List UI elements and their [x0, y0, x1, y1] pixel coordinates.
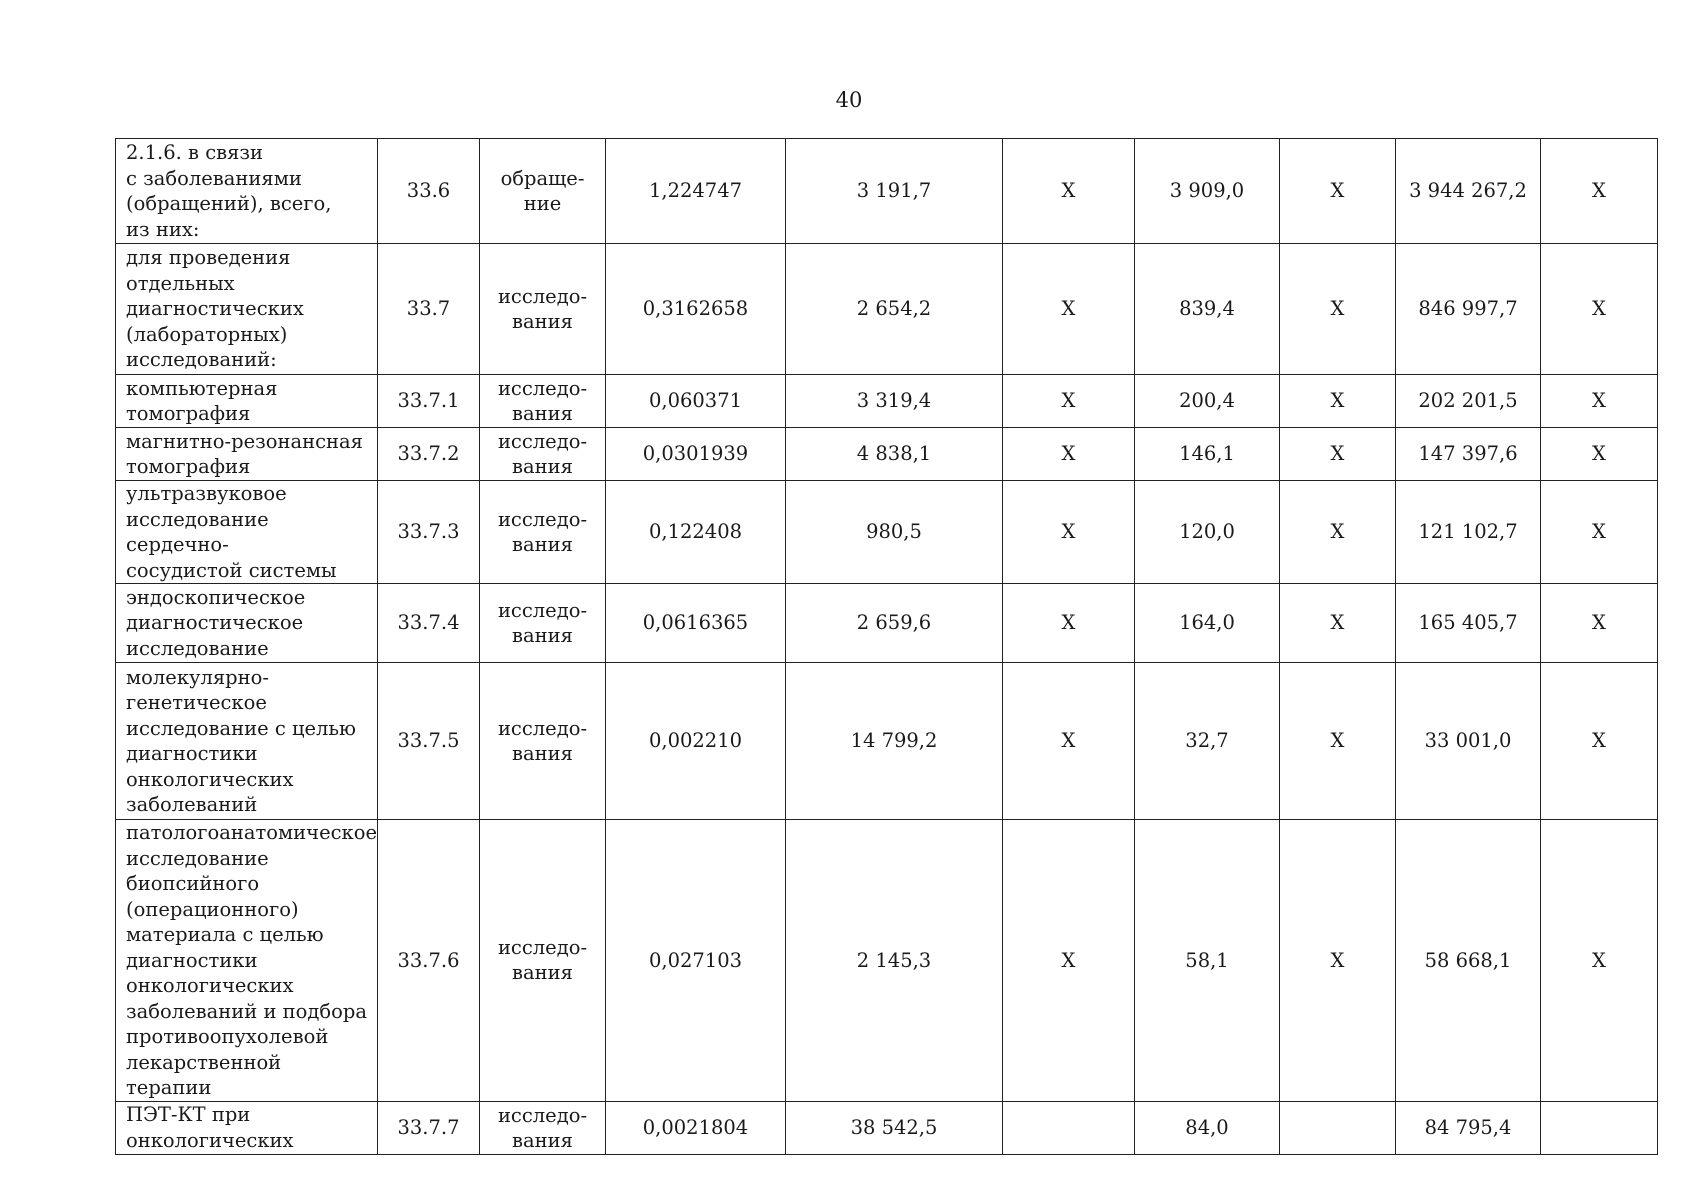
cell-name: ультразвуковое исследование сердечно- сосудистой системы	[116, 481, 378, 584]
cell-col9: 147 397,6	[1396, 428, 1541, 481]
cell-cost: 2 654,2	[786, 244, 1003, 375]
cell-col7: 164,0	[1135, 584, 1280, 663]
table-row	[116, 481, 1658, 584]
cell-name: 2.1.6. в связи с заболеваниями (обращений), всего, из них:	[116, 139, 378, 244]
cell-col8	[1280, 1101, 1396, 1154]
cell-norm: 0,122408	[606, 481, 786, 584]
cell-cost: 3 191,7	[786, 139, 1003, 244]
table-row	[116, 1101, 1658, 1154]
cell-code: 33.7.5	[378, 663, 480, 820]
cell-col10: Х	[1541, 663, 1658, 820]
cell-code: 33.7.3	[378, 481, 480, 584]
cell-code: 33.7	[378, 244, 480, 375]
cell-name: для проведения отдельных диагностических (лабораторных) исследований:	[116, 244, 378, 375]
cell-col9: 846 997,7	[1396, 244, 1541, 375]
cell-norm: 0,002210	[606, 663, 786, 820]
cell-name: магнитно-резонансная томография	[116, 428, 378, 481]
cell-col8: Х	[1280, 584, 1396, 663]
cell-col9: 121 102,7	[1396, 481, 1541, 584]
cell-col6	[1003, 1101, 1135, 1154]
cell-col8: Х	[1280, 428, 1396, 481]
cell-code: 33.7.1	[378, 375, 480, 428]
cell-col10: Х	[1541, 584, 1658, 663]
cell-col7: 120,0	[1135, 481, 1280, 584]
cell-norm: 0,0021804	[606, 1101, 786, 1154]
cell-col7: 146,1	[1135, 428, 1280, 481]
cell-cost: 3 319,4	[786, 375, 1003, 428]
cell-col6: Х	[1003, 428, 1135, 481]
cell-unit: обраще- ние	[480, 139, 606, 244]
cell-code: 33.7.4	[378, 584, 480, 663]
cell-cost: 2 659,6	[786, 584, 1003, 663]
cell-col7: 3 909,0	[1135, 139, 1280, 244]
cell-col9: 58 668,1	[1396, 820, 1541, 1102]
cell-unit: исследо- вания	[480, 584, 606, 663]
cell-cost: 980,5	[786, 481, 1003, 584]
cell-name: ПЭТ-КТ при онкологических	[116, 1101, 378, 1154]
cell-code: 33.7.6	[378, 820, 480, 1102]
cell-col10: Х	[1541, 481, 1658, 584]
cell-col6: Х	[1003, 481, 1135, 584]
cell-col9: 84 795,4	[1396, 1101, 1541, 1154]
cell-col10: Х	[1541, 820, 1658, 1102]
cell-col8: Х	[1280, 820, 1396, 1102]
cell-code: 33.7.2	[378, 428, 480, 481]
cell-col10: Х	[1541, 375, 1658, 428]
table-row	[116, 428, 1658, 481]
page-number: 40	[835, 88, 863, 112]
table-row	[116, 244, 1658, 375]
cell-name: молекулярно- генетическое исследование с целью диагностики онкологических заболеваний	[116, 663, 378, 820]
cell-col7: 58,1	[1135, 820, 1280, 1102]
cell-col7: 32,7	[1135, 663, 1280, 820]
cell-col6: Х	[1003, 139, 1135, 244]
cell-cost: 38 542,5	[786, 1101, 1003, 1154]
cell-col9: 202 201,5	[1396, 375, 1541, 428]
cell-cost: 2 145,3	[786, 820, 1003, 1102]
cell-col9: 3 944 267,2	[1396, 139, 1541, 244]
cell-col9: 165 405,7	[1396, 584, 1541, 663]
cell-code: 33.7.7	[378, 1101, 480, 1154]
cell-col6: Х	[1003, 820, 1135, 1102]
cell-code: 33.6	[378, 139, 480, 244]
cell-unit: исследо- вания	[480, 244, 606, 375]
cell-norm: 0,060371	[606, 375, 786, 428]
table-row	[116, 820, 1658, 1102]
table-row	[116, 375, 1658, 428]
table-row	[116, 663, 1658, 820]
cell-norm: 0,027103	[606, 820, 786, 1102]
cell-col9: 33 001,0	[1396, 663, 1541, 820]
cell-norm: 0,3162658	[606, 244, 786, 375]
cell-unit: исследо- вания	[480, 481, 606, 584]
cell-col8: Х	[1280, 663, 1396, 820]
cell-col6: Х	[1003, 663, 1135, 820]
cell-col7: 839,4	[1135, 244, 1280, 375]
cell-name: патологоанатомическое исследование биопсийного (операционного) материала с целью диагностики онкологических заболеваний и подбора противоопухолевой лекарственной терапии	[116, 820, 378, 1102]
cell-col10: Х	[1541, 139, 1658, 244]
table-body	[116, 139, 1658, 1155]
cell-unit: исследо- вания	[480, 663, 606, 820]
cell-col7: 84,0	[1135, 1101, 1280, 1154]
cell-col8: Х	[1280, 375, 1396, 428]
cell-col7: 200,4	[1135, 375, 1280, 428]
cell-col10	[1541, 1101, 1658, 1154]
cell-norm: 0,0301939	[606, 428, 786, 481]
cell-name: компьютерная томография	[116, 375, 378, 428]
cell-unit: исследо- вания	[480, 375, 606, 428]
cell-col6: Х	[1003, 244, 1135, 375]
cell-norm: 1,224747	[606, 139, 786, 244]
cell-unit: исследо- вания	[480, 428, 606, 481]
cell-unit: исследо- вания	[480, 820, 606, 1102]
cell-col6: Х	[1003, 584, 1135, 663]
cell-col6: Х	[1003, 375, 1135, 428]
table-row	[116, 584, 1658, 663]
table-row	[116, 139, 1658, 244]
cell-cost: 14 799,2	[786, 663, 1003, 820]
cell-col8: Х	[1280, 139, 1396, 244]
cell-col10: Х	[1541, 428, 1658, 481]
cell-norm: 0,0616365	[606, 584, 786, 663]
cell-col10: Х	[1541, 244, 1658, 375]
cell-col8: Х	[1280, 244, 1396, 375]
cell-cost: 4 838,1	[786, 428, 1003, 481]
data-table	[115, 138, 1658, 1155]
cell-col8: Х	[1280, 481, 1396, 584]
cell-unit: исследо- вания	[480, 1101, 606, 1154]
cell-name: эндоскопическое диагностическое исследование	[116, 584, 378, 663]
